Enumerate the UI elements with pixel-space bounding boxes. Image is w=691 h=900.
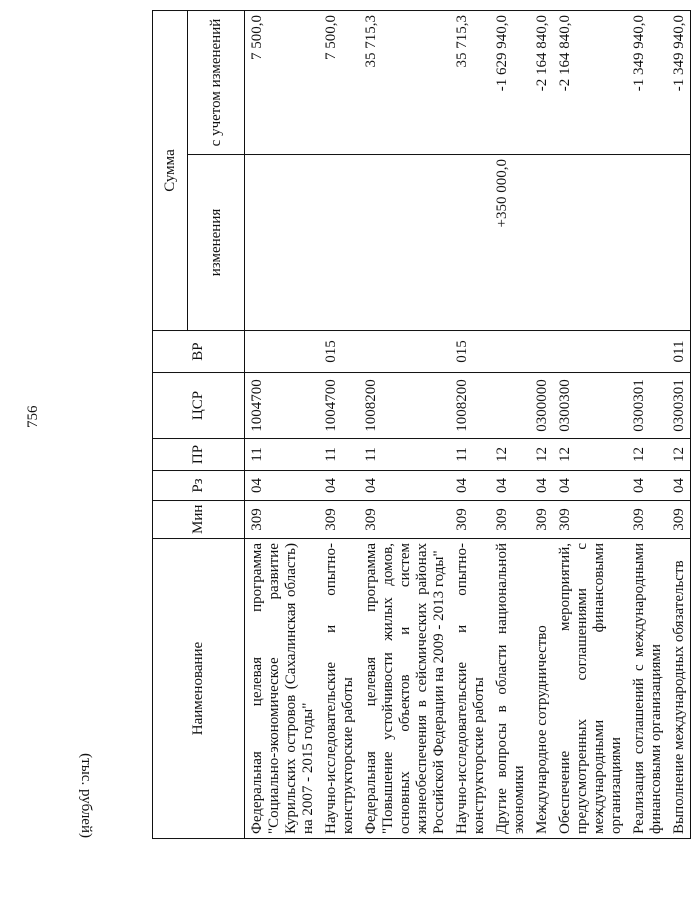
row-csr: 0300300 <box>553 373 627 439</box>
header-min: Мин <box>153 501 245 539</box>
row-min: 309 <box>319 501 359 539</box>
row-vr <box>490 331 530 373</box>
row-change <box>667 155 691 331</box>
row-name: Другие вопросы в области национальной экономики <box>490 539 530 839</box>
row-vr <box>245 331 320 373</box>
row-rz: 04 <box>553 471 627 501</box>
row-vr: 015 <box>450 331 490 373</box>
table-row <box>359 11 450 839</box>
row-min: 309 <box>553 501 627 539</box>
row-pr: 12 <box>627 439 667 471</box>
header-changes: изменения <box>188 155 245 331</box>
row-min: 309 <box>359 501 450 539</box>
row-total: -2 164 840,0 <box>553 11 627 155</box>
row-change <box>450 155 490 331</box>
row-pr: 11 <box>319 439 359 471</box>
row-name: Обеспечение мероприятий, предусмотренных соглашениями с международными финансовыми организациями <box>553 539 627 839</box>
row-change <box>530 155 553 331</box>
row-csr: 0300301 <box>667 373 691 439</box>
budget-table <box>152 10 691 839</box>
row-total: 35 715,3 <box>359 11 450 155</box>
row-pr: 12 <box>553 439 627 471</box>
row-change <box>319 155 359 331</box>
row-vr: 011 <box>667 331 691 373</box>
row-min: 309 <box>490 501 530 539</box>
table-body <box>245 11 691 839</box>
row-pr: 12 <box>530 439 553 471</box>
table-row <box>450 11 490 839</box>
row-name: Научно-исследовательские и опытно-конструкторские работы <box>319 539 359 839</box>
row-min: 309 <box>627 501 667 539</box>
row-total: 7 500,0 <box>245 11 320 155</box>
row-vr <box>359 331 450 373</box>
row-min: 309 <box>530 501 553 539</box>
row-pr: 11 <box>245 439 320 471</box>
header-rz: Рз <box>153 471 245 501</box>
row-change <box>245 155 320 331</box>
row-vr <box>530 331 553 373</box>
row-csr: 1008200 <box>450 373 490 439</box>
row-total: 7 500,0 <box>319 11 359 155</box>
page-number: 756 <box>25 405 41 428</box>
row-csr: 1004700 <box>319 373 359 439</box>
row-total: -1 349 940,0 <box>667 11 691 155</box>
row-rz: 04 <box>490 471 530 501</box>
row-csr: 1008200 <box>359 373 450 439</box>
row-vr: 015 <box>319 331 359 373</box>
row-name: Научно-исследовательские и опытно-конструкторские работы <box>450 539 490 839</box>
row-pr: 12 <box>490 439 530 471</box>
header-with-changes: с учетом изменений <box>188 11 245 155</box>
units-label: (тыс. рублей) <box>78 753 94 838</box>
row-csr: 0300000 <box>530 373 553 439</box>
row-csr: 1004700 <box>245 373 320 439</box>
header-name: Наименование <box>153 539 245 839</box>
row-rz: 04 <box>667 471 691 501</box>
header-sum: Сумма <box>153 11 188 331</box>
row-change <box>359 155 450 331</box>
row-total: -1 629 940,0 <box>490 11 530 155</box>
row-vr <box>553 331 627 373</box>
row-rz: 04 <box>359 471 450 501</box>
row-name: Международное сотрудничество <box>530 539 553 839</box>
table-header <box>153 11 245 839</box>
row-rz: 04 <box>245 471 320 501</box>
header-vr: ВР <box>153 331 245 373</box>
row-pr: 11 <box>359 439 450 471</box>
row-change <box>553 155 627 331</box>
table-row <box>530 11 553 839</box>
row-rz: 04 <box>530 471 553 501</box>
row-rz: 04 <box>627 471 667 501</box>
row-total: -1 349 940,0 <box>627 11 667 155</box>
header-csr: ЦСР <box>153 373 245 439</box>
table-row <box>667 11 691 839</box>
row-change <box>627 155 667 331</box>
row-min: 309 <box>245 501 320 539</box>
header-pr: ПР <box>153 439 245 471</box>
row-change: +350 000,0 <box>490 155 530 331</box>
row-name: Реализация соглашений с международными финансовыми организациями <box>627 539 667 839</box>
table-row <box>553 11 627 839</box>
table-row <box>627 11 667 839</box>
row-csr <box>490 373 530 439</box>
row-name: Выполнение международных обязательств <box>667 539 691 839</box>
row-rz: 04 <box>450 471 490 501</box>
row-pr: 12 <box>667 439 691 471</box>
table-row <box>490 11 530 839</box>
row-min: 309 <box>450 501 490 539</box>
row-csr: 0300301 <box>627 373 667 439</box>
row-rz: 04 <box>319 471 359 501</box>
row-total: -2 164 840,0 <box>530 11 553 155</box>
row-vr <box>627 331 667 373</box>
row-pr: 11 <box>450 439 490 471</box>
row-name: Федеральная целевая программа "Повышение устойчивости жилых домов, основных объектов и систем жизнеобеспечения в сейсмических районах Российской Федерации на 2009 - 2013 годы" <box>359 539 450 839</box>
row-min: 309 <box>667 501 691 539</box>
row-name: Федеральная целевая программа "Социально-экономическое развитие Курильских островов (Сахалинская область) на 2007 - 2015 годы" <box>245 539 320 839</box>
table-row <box>245 11 320 839</box>
row-total: 35 715,3 <box>450 11 490 155</box>
table-row <box>319 11 359 839</box>
